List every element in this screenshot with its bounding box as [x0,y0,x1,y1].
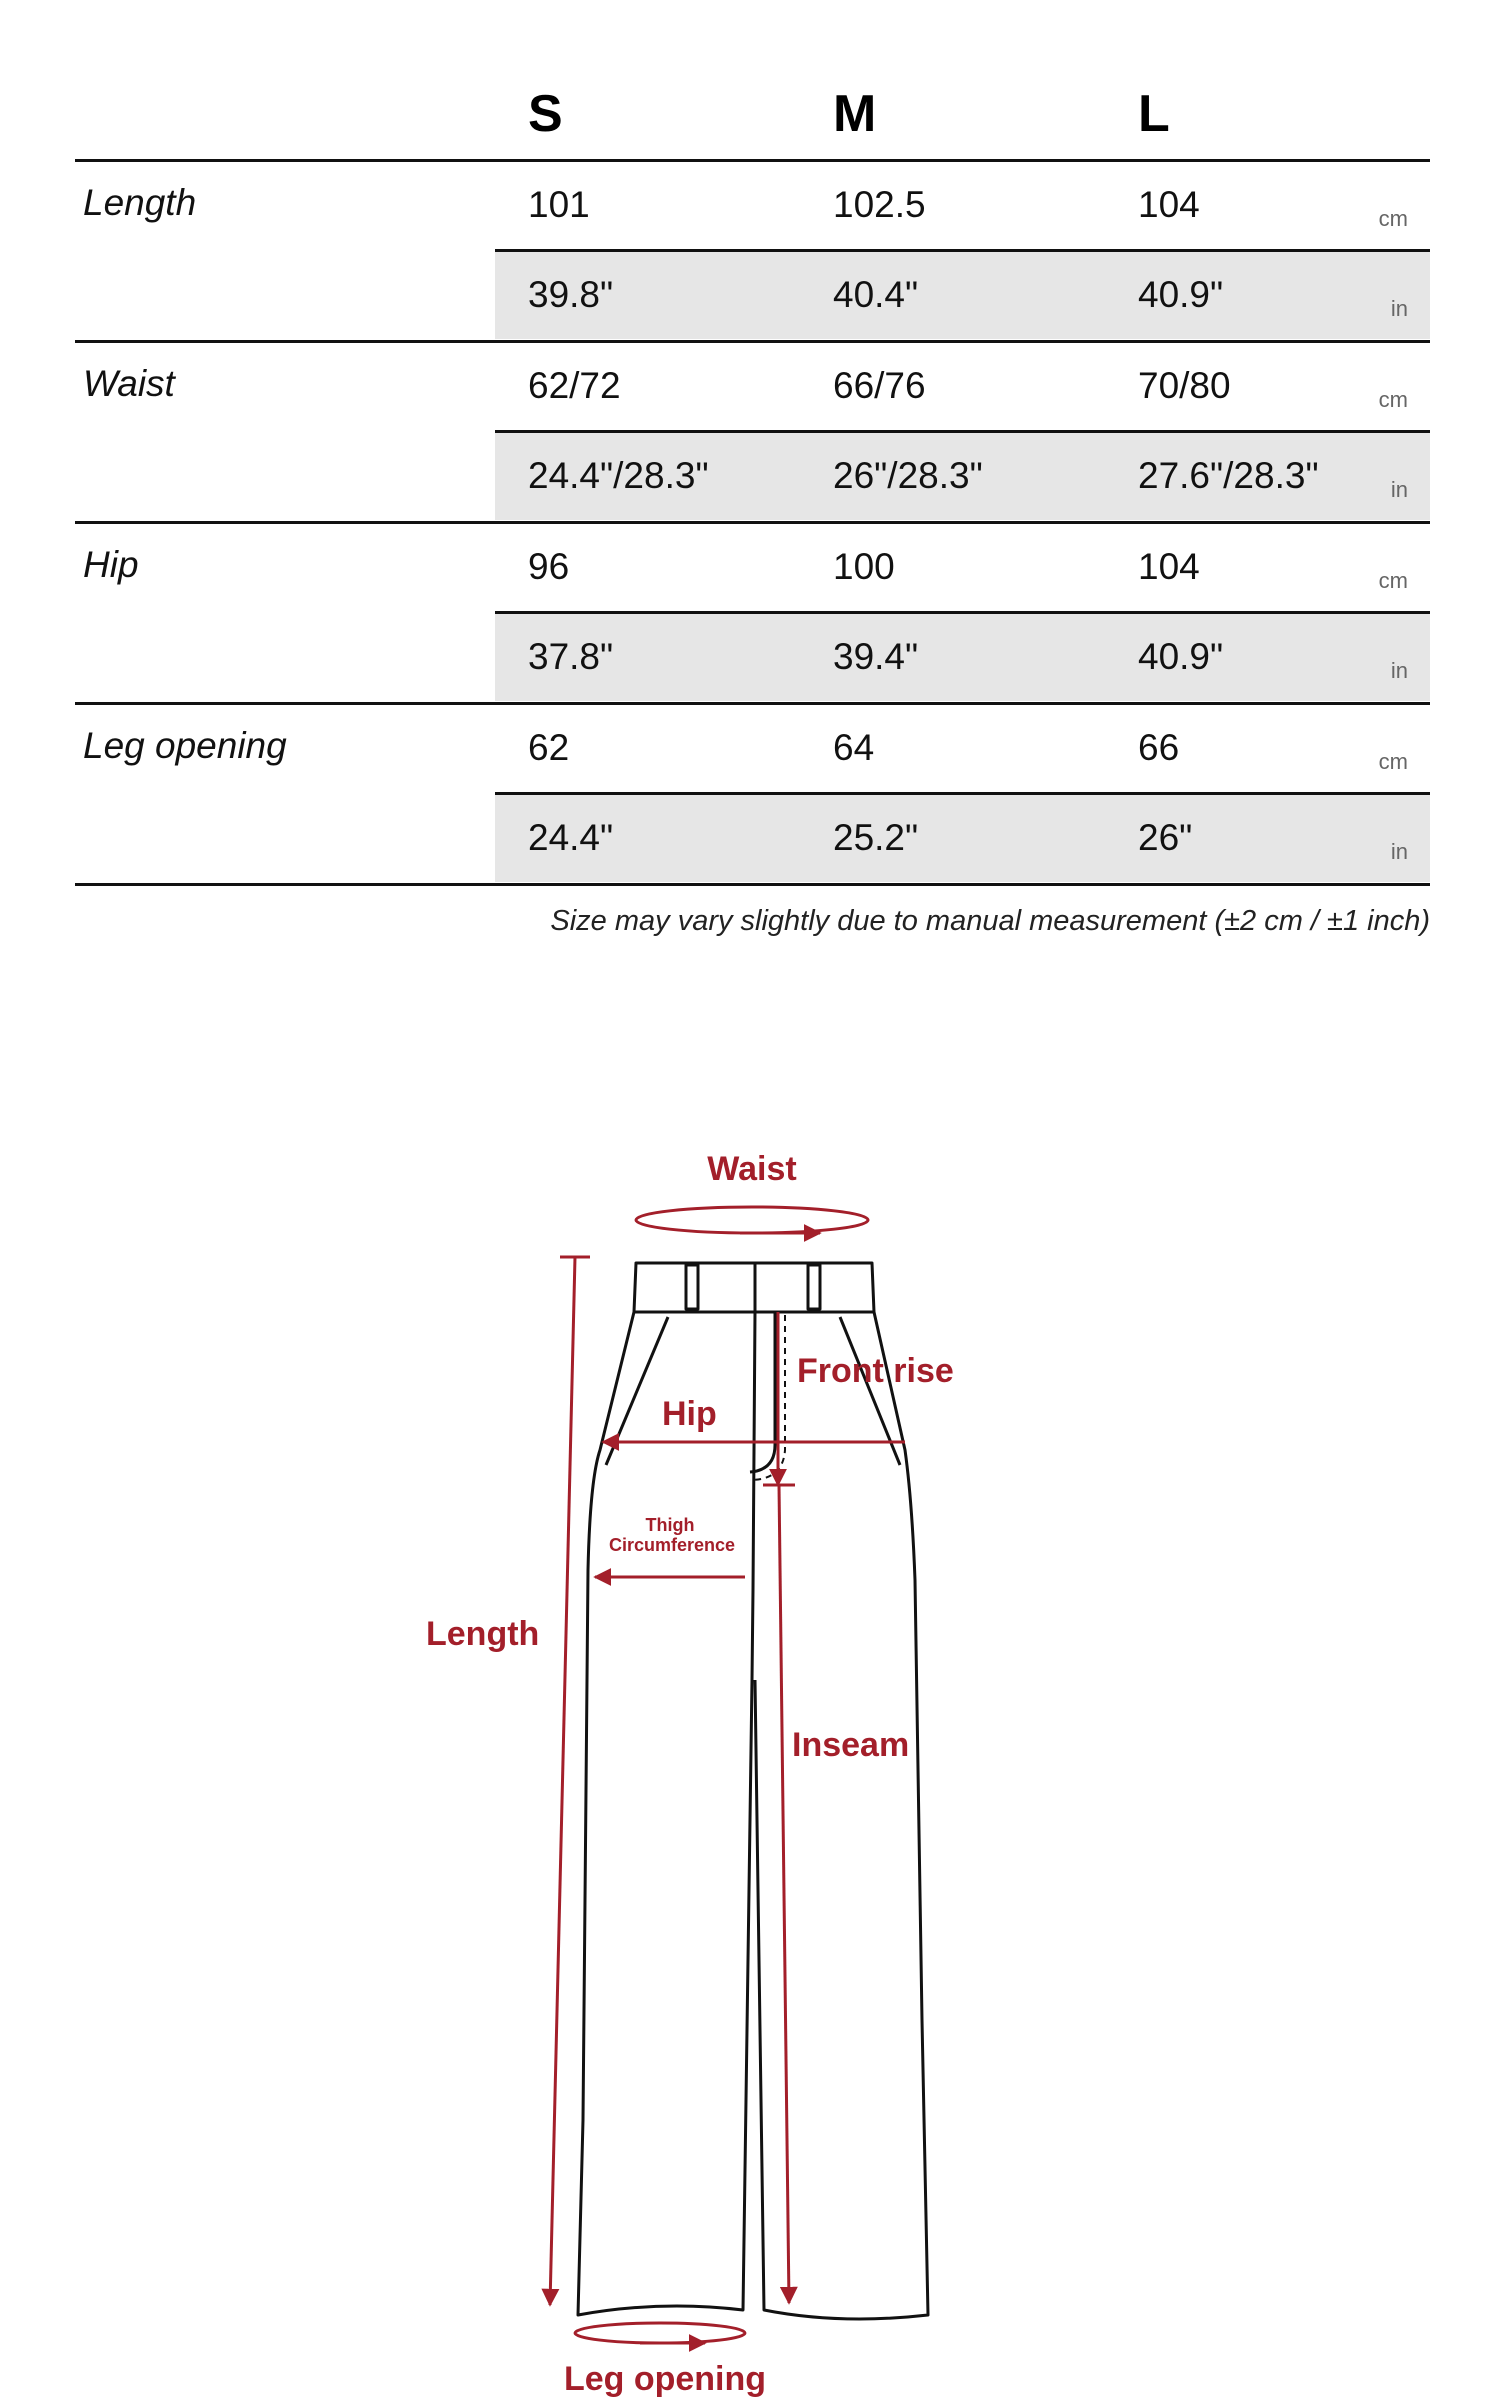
cell-l-in: 27.6"/28.3" [1138,455,1319,496]
row-length [75,162,1430,343]
divider [75,883,1430,886]
unit-in: in [1390,839,1408,864]
cell-m-in: 25.2" [833,817,919,858]
cell-m-in: 39.4" [833,636,919,677]
cell-m-in: 40.4" [833,274,919,315]
cell-s-in: 39.8" [528,274,614,315]
unit-cm: cm [1378,568,1408,593]
size-header-s: S [528,85,563,143]
cell-s-cm: 62 [528,727,570,768]
cell-s-in: 37.8" [528,636,614,677]
unit-in: in [1390,477,1408,502]
cell-s-in: 24.4" [528,817,614,858]
row-label: Leg opening [83,725,287,766]
waist-measure [636,1207,868,1233]
row-label: Length [83,182,197,223]
cell-m-in: 26"/28.3" [833,455,983,496]
cell-m-cm: 64 [833,727,875,768]
inseam-label: Inseam [792,1726,910,1764]
cell-l-in: 40.9" [1138,274,1224,315]
measurement-note: Size may vary slightly due to manual measurement (±2 cm / ±1 inch) [550,905,1430,937]
cell-l-in: 26" [1138,817,1193,858]
cell-l-cm: 104 [1138,546,1200,587]
size-header-l: L [1138,85,1170,143]
cell-s-in: 24.4"/28.3" [528,455,709,496]
cell-l-in: 40.9" [1138,636,1224,677]
unit-cm: cm [1378,387,1408,412]
hip-label: Hip [662,1395,717,1433]
cell-s-cm: 101 [528,184,590,225]
thigh-label-line1: Thigh [645,1515,695,1535]
cm-row [495,343,1430,430]
waist-label: Waist [707,1150,797,1188]
row-label: Hip [83,544,139,585]
cell-s-cm: 62/72 [528,365,621,406]
inseam-measure [763,1485,795,2303]
measurement-diagram [0,1120,1500,2398]
cm-row [495,162,1430,249]
leg-opening-label: Leg opening [563,2360,767,2398]
unit-in: in [1390,296,1408,321]
inch-row [495,433,1430,520]
row-waist [75,343,1430,524]
inch-row [495,614,1430,701]
length-measure [550,1257,590,2305]
thigh-label-line2: Circumference [608,1535,736,1555]
unit-cm: cm [1378,749,1408,774]
cell-l-cm: 104 [1138,184,1200,225]
pants-diagram-svg [0,1120,1500,2398]
unit-in: in [1390,658,1408,683]
cm-row [495,705,1430,792]
cell-l-cm: 66 [1138,727,1180,768]
row-label: Waist [83,363,175,404]
length-label: Length [426,1615,540,1653]
inch-row [495,252,1430,339]
pants-outline [578,1263,928,2319]
leg-opening-measure [575,2323,745,2343]
cell-m-cm: 100 [833,546,895,587]
cell-l-cm: 70/80 [1138,365,1231,406]
cell-s-cm: 96 [528,546,570,587]
size-header-row [75,78,1430,160]
cm-row [495,524,1430,611]
cell-m-cm: 102.5 [833,184,926,225]
cell-m-cm: 66/76 [833,365,926,406]
front-rise-label: Front rise [797,1352,954,1390]
row-hip [75,524,1430,705]
unit-cm: cm [1378,206,1408,231]
row-leg-opening [75,705,1430,886]
inch-row [495,795,1430,882]
size-header-m: M [833,85,877,143]
